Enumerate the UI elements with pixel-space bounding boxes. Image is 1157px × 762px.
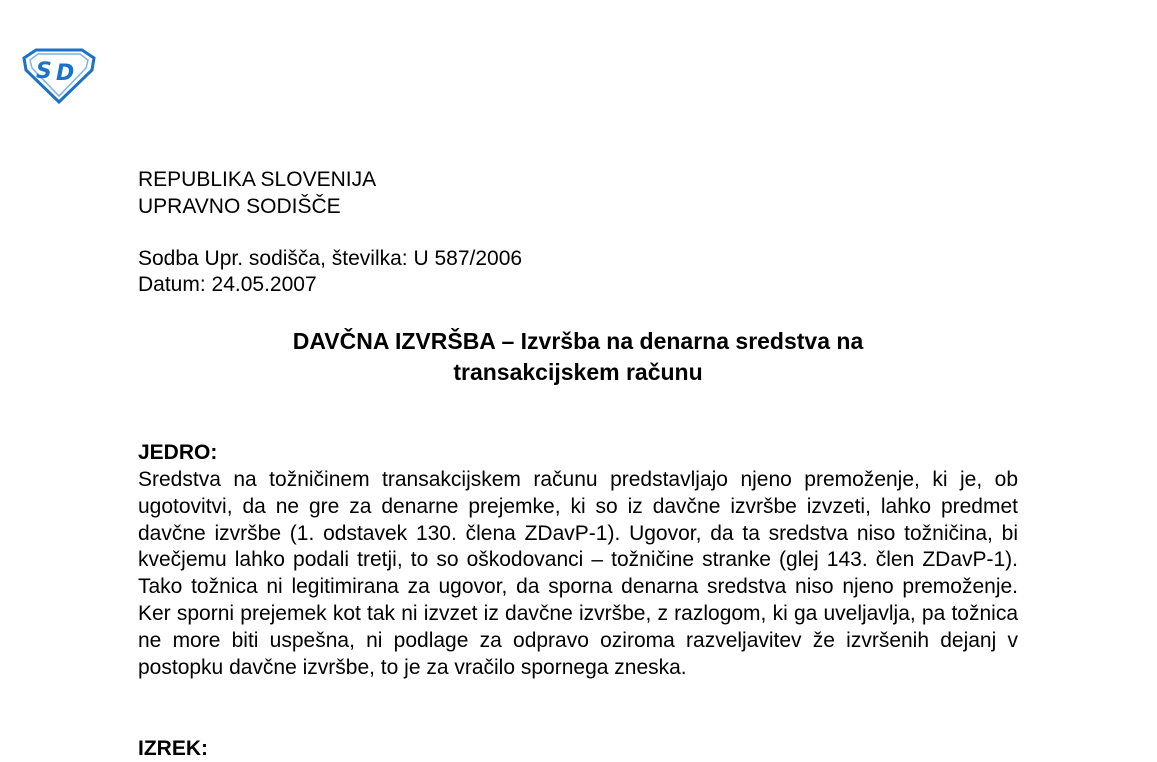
svg-text:S: S: [36, 59, 52, 84]
title-rest-line-1: – Izvršba na denarna sredstva na: [495, 328, 864, 354]
case-date: Datum: 24.05.2007: [138, 273, 317, 296]
svg-text:D: D: [56, 61, 75, 86]
title-line-2: transakcijskem računu: [453, 359, 703, 385]
sd-logo-icon: [22, 48, 96, 104]
document-title: [138, 326, 1018, 388]
case-meta: [138, 246, 522, 298]
jedro-heading: JEDRO:: [138, 441, 218, 464]
case-number: Sodba Upr. sodišča, številka: U 587/2006: [138, 247, 523, 270]
jedro-text: Sredstva na tožničinem transakcijskem računu predstavljajo njeno premoženje, ki je, ob ugotovitvi, da ne gre za denarne prejemke, ki so iz davčne izvršbe izvzeti, lahko predmet davčne izvršbe (1. odstavek 130. člena ZDavP-1). Ugovor, da ta sredstva niso tožničina, bi kvečjemu lahko podali tretji, to so oškodovanci – tožničine stranke (glej 143. člen ZDavP-1). Tako tožnica ni legitimirana za ugovor, da sporna denarna sredstva niso njeno premoženje. Ker sporni prejemek kot tak ni izvzet iz davčne izvršbe, z razlogom, ki ga uveljavlja, pa tožnica ne more biti uspešna, ni podlage za odpravo oziroma razveljavitev že izvršenih dejanj v postopku davčne izvršbe, to je za vračilo spornega zneska.: [138, 468, 1018, 679]
sd-logo: [22, 48, 96, 104]
court-name: UPRAVNO SODIŠČE: [138, 195, 341, 218]
title-bold-part: DAVČNA IZVRŠBA: [292, 328, 496, 354]
country-name: REPUBLIKA SLOVENIJA: [138, 168, 377, 191]
court-header: [138, 166, 376, 220]
izrek-heading: IZREK:: [138, 737, 208, 760]
title-line-1: [138, 326, 1018, 357]
